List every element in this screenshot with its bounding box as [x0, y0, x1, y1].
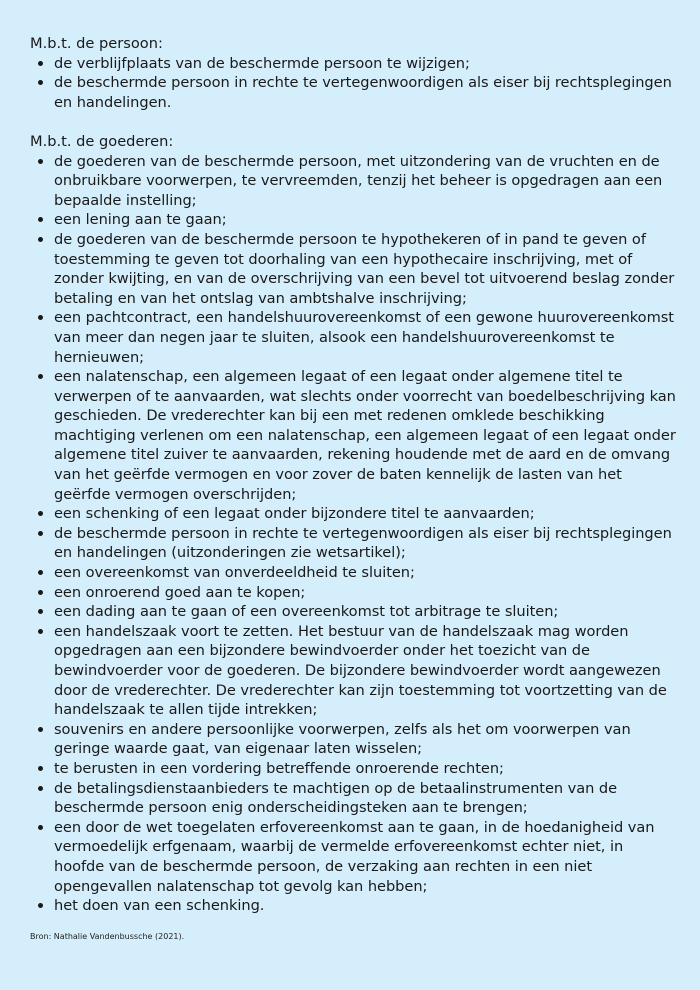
list-item: het doen van een schenking. [30, 896, 676, 916]
list-item: de beschermde persoon in rechte te vertegenwoordigen als eiser bij rechtsplegingen en handelingen. [30, 73, 676, 112]
list-item: een overeenkomst van onverdeeldheid te sluiten; [30, 563, 676, 583]
list-item: de beschermde persoon in rechte te vertegenwoordigen als eiser bij rechtsplegingen en handelingen (uitzonderingen zie wetsartikel); [30, 524, 676, 563]
source-citation: Bron: Nathalie Vandenbussche (2021). [30, 931, 185, 941]
list-item: een handelszaak voort te zetten. Het bestuur van de handelszaak mag worden opgedragen aan een bijzondere bewindvoerder onder het toezicht van de bewindvoerder voor de goederen. De bijzondere bewindvoerder wordt aangewezen door de vrederechter. De vrederechter kan zijn toestemming tot voortzetting van de handelszaak te allen tijde intrekken; [30, 622, 676, 720]
list-item: een lening aan te gaan; [30, 210, 676, 230]
section-spacer [30, 112, 676, 132]
list-item: een schenking of een legaat onder bijzondere titel te aanvaarden; [30, 504, 676, 524]
list-item: de verblijfplaats van de beschermde persoon te wijzigen; [30, 54, 676, 74]
list-item: de goederen van de beschermde persoon, met uitzondering van de vruchten en de onbruikbare voorwerpen, te vervreemden, tenzij het beheer is opgedragen aan een bepaalde instelling; [30, 152, 676, 211]
list-item: een nalatenschap, een algemeen legaat of een legaat onder algemene titel te verwerpen of te aanvaarden, wat slechts onder voorrecht van boedelbeschrijving kan geschieden. De vrederechter kan bij een met redenen omklede beschikking machtiging verlenen om een nalatenschap, een algemeen legaat of een legaat onder algemene titel zuiver te aanvaarden, rekening houdende met de aard en de omvang van het geërfde vermogen en voor zover de baten kennelijk de lasten van het geërfde vermogen overschrijden; [30, 367, 676, 504]
list-item: de betalingsdienstaanbieders te machtigen op de betaalinstrumenten van de beschermde persoon enig onderscheidingsteken aan te brengen; [30, 779, 676, 818]
goods-section-title: M.b.t. de goederen: [30, 132, 174, 150]
list-item: een pachtcontract, een handelshuurovereenkomst of een gewone huurovereenkomst van meer dan negen jaar te sluiten, alsook een handelshuurovereenkomst te hernieuwen; [30, 308, 676, 367]
list-item: een door de wet toegelaten erfovereenkomst aan te gaan, in de hoedanigheid van vermoedelijk erfgenaam, waarbij de vermelde erfovereenkomst echter niet, in hoofde van de beschermde persoon, de verzaking aan rechten in een niet opengevallen nalatenschap tot gevolg kan hebben; [30, 818, 676, 896]
list-item: souvenirs en andere persoonlijke voorwerpen, zelfs als het om voorwerpen van geringe waarde gaat, van eigenaar laten wisselen; [30, 720, 676, 759]
goods-list [30, 152, 676, 916]
list-item: de goederen van de beschermde persoon te hypothekeren of in pand te geven of toestemming te geven tot doorhaling van een hypothecaire inschrijving, met of zonder kwijting, en van de overschrijving van een bevel tot uitvoerend beslag zonder betaling en van het ontslag van ambtshalve inschrijving; [30, 230, 676, 308]
person-section-title: M.b.t. de persoon: [30, 35, 163, 52]
list-item: een onroerend goed aan te kopen; [30, 583, 676, 603]
list-item: te berusten in een vordering betreffende onroerende rechten; [30, 759, 676, 779]
list-item: een dading aan te gaan of een overeenkomst tot arbitrage te sluiten; [30, 602, 676, 622]
person-list [30, 54, 676, 113]
